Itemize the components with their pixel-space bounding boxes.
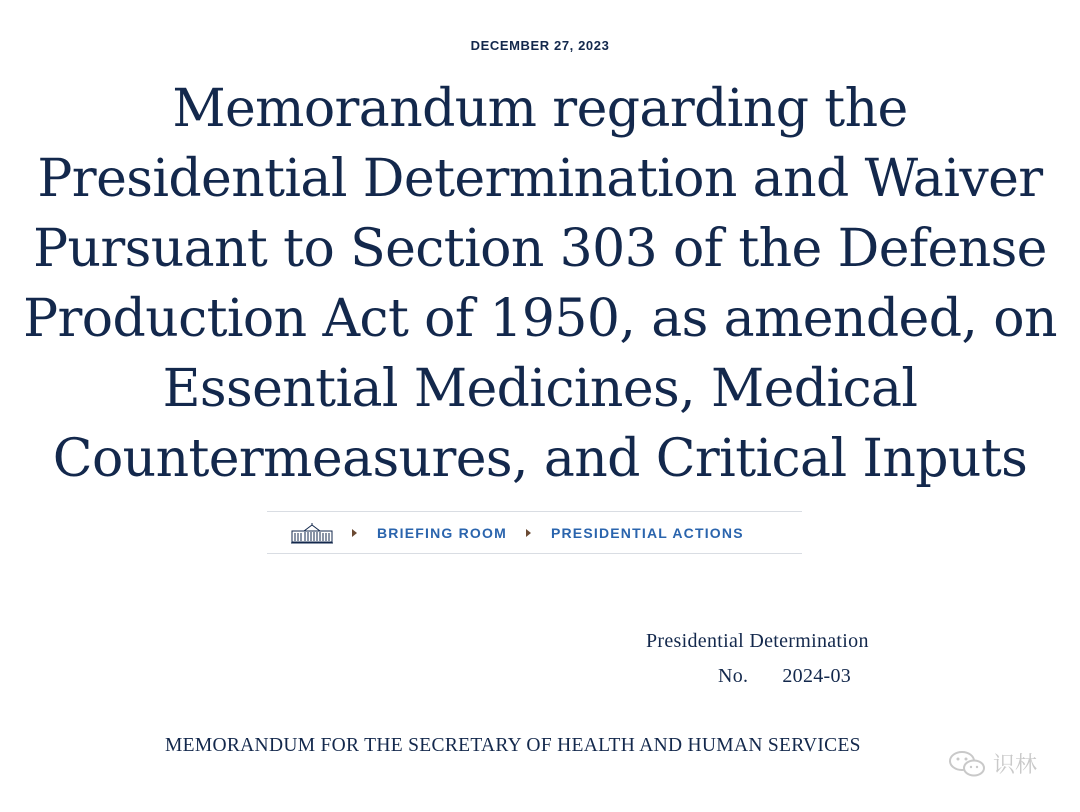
breadcrumb — [267, 511, 802, 554]
watermark-text: 识林 — [993, 753, 1038, 778]
breadcrumb-presidential-actions[interactable]: PRESIDENTIAL ACTIONS — [550, 524, 744, 541]
wechat-icon — [947, 749, 987, 779]
chevron-right-icon — [526, 529, 531, 537]
breadcrumb-briefing-room[interactable]: BRIEFING ROOM — [377, 524, 507, 541]
memo-addressee: MEMORANDUM FOR THE SECRETARY OF HEALTH AND HUMAN SERVICES — [165, 735, 861, 756]
white-house-icon[interactable] — [291, 522, 333, 544]
page-title: Memorandum regarding the Presidential Determination and Waiver Pursuant to Section 303 of the Defense Production Act of 1950, as amended, on Essential Medicines, Medical Countermeasures, and Critical Inputs — [23, 79, 1057, 489]
determination-number — [718, 665, 851, 688]
determination-no-label: No. — [718, 665, 749, 687]
publish-date: DECEMBER 27, 2023 — [470, 38, 610, 53]
watermark — [947, 748, 1037, 779]
chevron-right-icon — [352, 529, 357, 537]
determination-label: Presidential Determination — [646, 630, 869, 652]
determination-no-value: 2024-03 — [782, 665, 852, 687]
